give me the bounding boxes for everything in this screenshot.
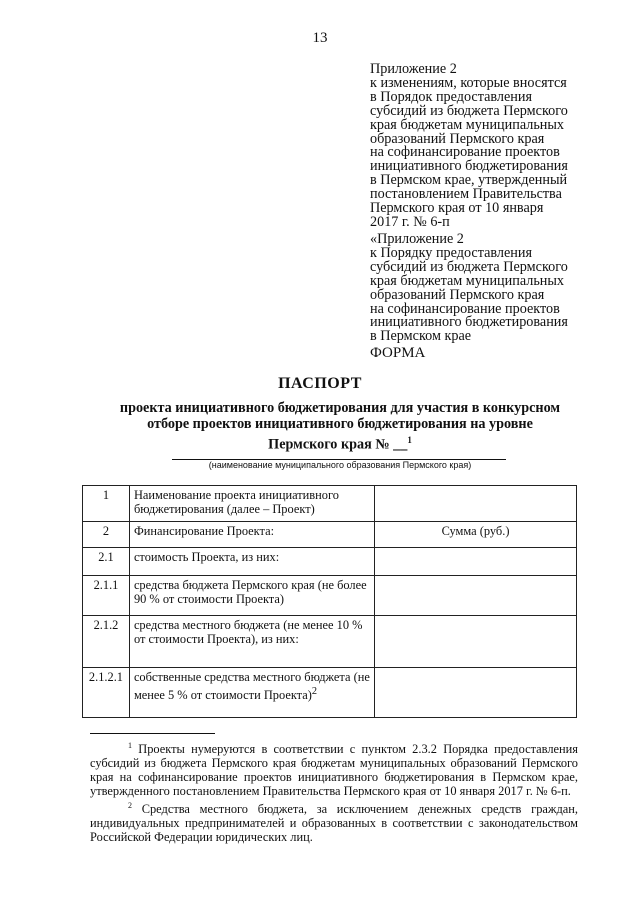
table-row — [83, 486, 577, 522]
subtitle-line: отборе проектов инициативного бюджетирования на уровне — [147, 416, 533, 432]
appendix-header-line: в Пермском крае, утвержденный — [370, 172, 568, 189]
row-name: средства местного бюджета (не менее 10 % от стоимости Проекта), из них: — [129, 616, 374, 668]
table-row — [83, 576, 577, 616]
row-name: Финансирование Проекта: — [129, 522, 374, 548]
row-number: 2.1.2 — [83, 616, 130, 668]
appendix-header-line: 2017 г. № 6-п — [370, 213, 450, 230]
footnote-mark: 2 — [128, 800, 132, 810]
footnote-mark: 2 — [311, 685, 318, 697]
row-number: 2.1.1 — [83, 576, 130, 616]
table-row — [83, 616, 577, 668]
row-value — [375, 616, 577, 668]
appendix-header-line: в Порядок предоставления — [370, 88, 532, 105]
appendix-quote-line: к Порядку предоставления — [370, 244, 532, 261]
table-row — [83, 522, 577, 548]
row-number: 1 — [83, 486, 130, 522]
row-number: 2 — [83, 522, 130, 548]
footnote-separator — [90, 733, 215, 734]
appendix-header-line: на софинансирование проектов — [370, 144, 560, 161]
appendix-header-line: образований Пермского края — [370, 130, 545, 147]
appendix-quote — [370, 233, 610, 344]
footnote-mark: 1 — [128, 741, 132, 750]
table-row — [83, 548, 577, 576]
footnotes — [90, 739, 578, 844]
row-value: Сумма (руб.) — [375, 522, 577, 548]
appendix-quote-line: субсидий из бюджета Пермского — [370, 258, 568, 275]
page-number: 13 — [312, 30, 328, 46]
appendix-quote-line: инициативного бюджетирования — [370, 314, 568, 331]
subtitle-line-3 — [90, 432, 590, 453]
table-row — [83, 668, 577, 718]
row-name — [129, 668, 374, 718]
appendix-quote-line: «Приложение 2 — [370, 231, 464, 247]
municipality-caption: (наименование муниципального образования Пермского края) — [208, 460, 472, 470]
passport-table — [82, 485, 577, 718]
row-name-text: собственные средства местного бюджета (не менее 5 % от стоимости Проекта) — [133, 670, 370, 702]
footnote-mark: 1 — [407, 435, 412, 445]
footnote-text: Средства местного бюджета, за исключением денежных средств граждан, индивидуальных предпринимателей и образованных в соответствии с законодательством Российской Федерации юридических лиц. — [90, 801, 578, 844]
appendix-header-line: субсидий из бюджета Пермского — [370, 102, 568, 119]
subtitle-line-text: Пермского края № __ — [268, 436, 408, 453]
appendix-header-line: Пермского края от 10 января — [370, 200, 544, 217]
row-name: Наименование проекта инициативного бюджетирования (далее – Проект) — [129, 486, 374, 522]
appendix-header-line: к изменениям, которые вносятся — [370, 74, 567, 91]
passport-subtitle — [90, 400, 590, 453]
footnote-text: Проекты нумеруются в соответствии с пунктом 2.3.2 Порядка предоставления субсидий из бюджета Пермского края бюджетам муниципальных образований Пермского края на софинансирование проектов инициативного бюджетирования в Пермском крае, утвержденного постановлением Правительства Пермского края от 10 января 2017 г. № 6-п. — [90, 742, 578, 799]
footnote — [90, 799, 578, 844]
form-label: ФОРМА — [370, 345, 426, 361]
appendix-quote-line: края бюджетам муниципальных — [370, 272, 565, 289]
passport-title: ПАСПОРТ — [278, 375, 362, 392]
row-number: 2.1 — [83, 548, 130, 576]
row-number: 2.1.2.1 — [83, 668, 130, 718]
appendix-header-line: Приложение 2 — [370, 61, 457, 77]
row-value — [375, 576, 577, 616]
row-value — [375, 668, 577, 718]
appendix-header-line: постановлением Правительства — [370, 186, 562, 203]
appendix-header — [370, 63, 610, 230]
row-value — [375, 548, 577, 576]
appendix-header-line: инициативного бюджетирования — [370, 158, 568, 175]
row-value — [375, 486, 577, 522]
appendix-header-line: края бюджетам муниципальных — [370, 116, 565, 133]
row-name: средства бюджета Пермского края (не более 90 % от стоимости Проекта) — [129, 576, 374, 616]
appendix-quote-line: на софинансирование проектов — [370, 300, 560, 317]
footnote — [90, 739, 578, 799]
appendix-quote-line: в Пермском крае — [370, 328, 472, 345]
appendix-quote-line: образований Пермского края — [370, 286, 545, 303]
subtitle-line: проекта инициативного бюджетирования для участия в конкурсном — [119, 400, 561, 416]
row-name: стоимость Проекта, из них: — [129, 548, 374, 576]
